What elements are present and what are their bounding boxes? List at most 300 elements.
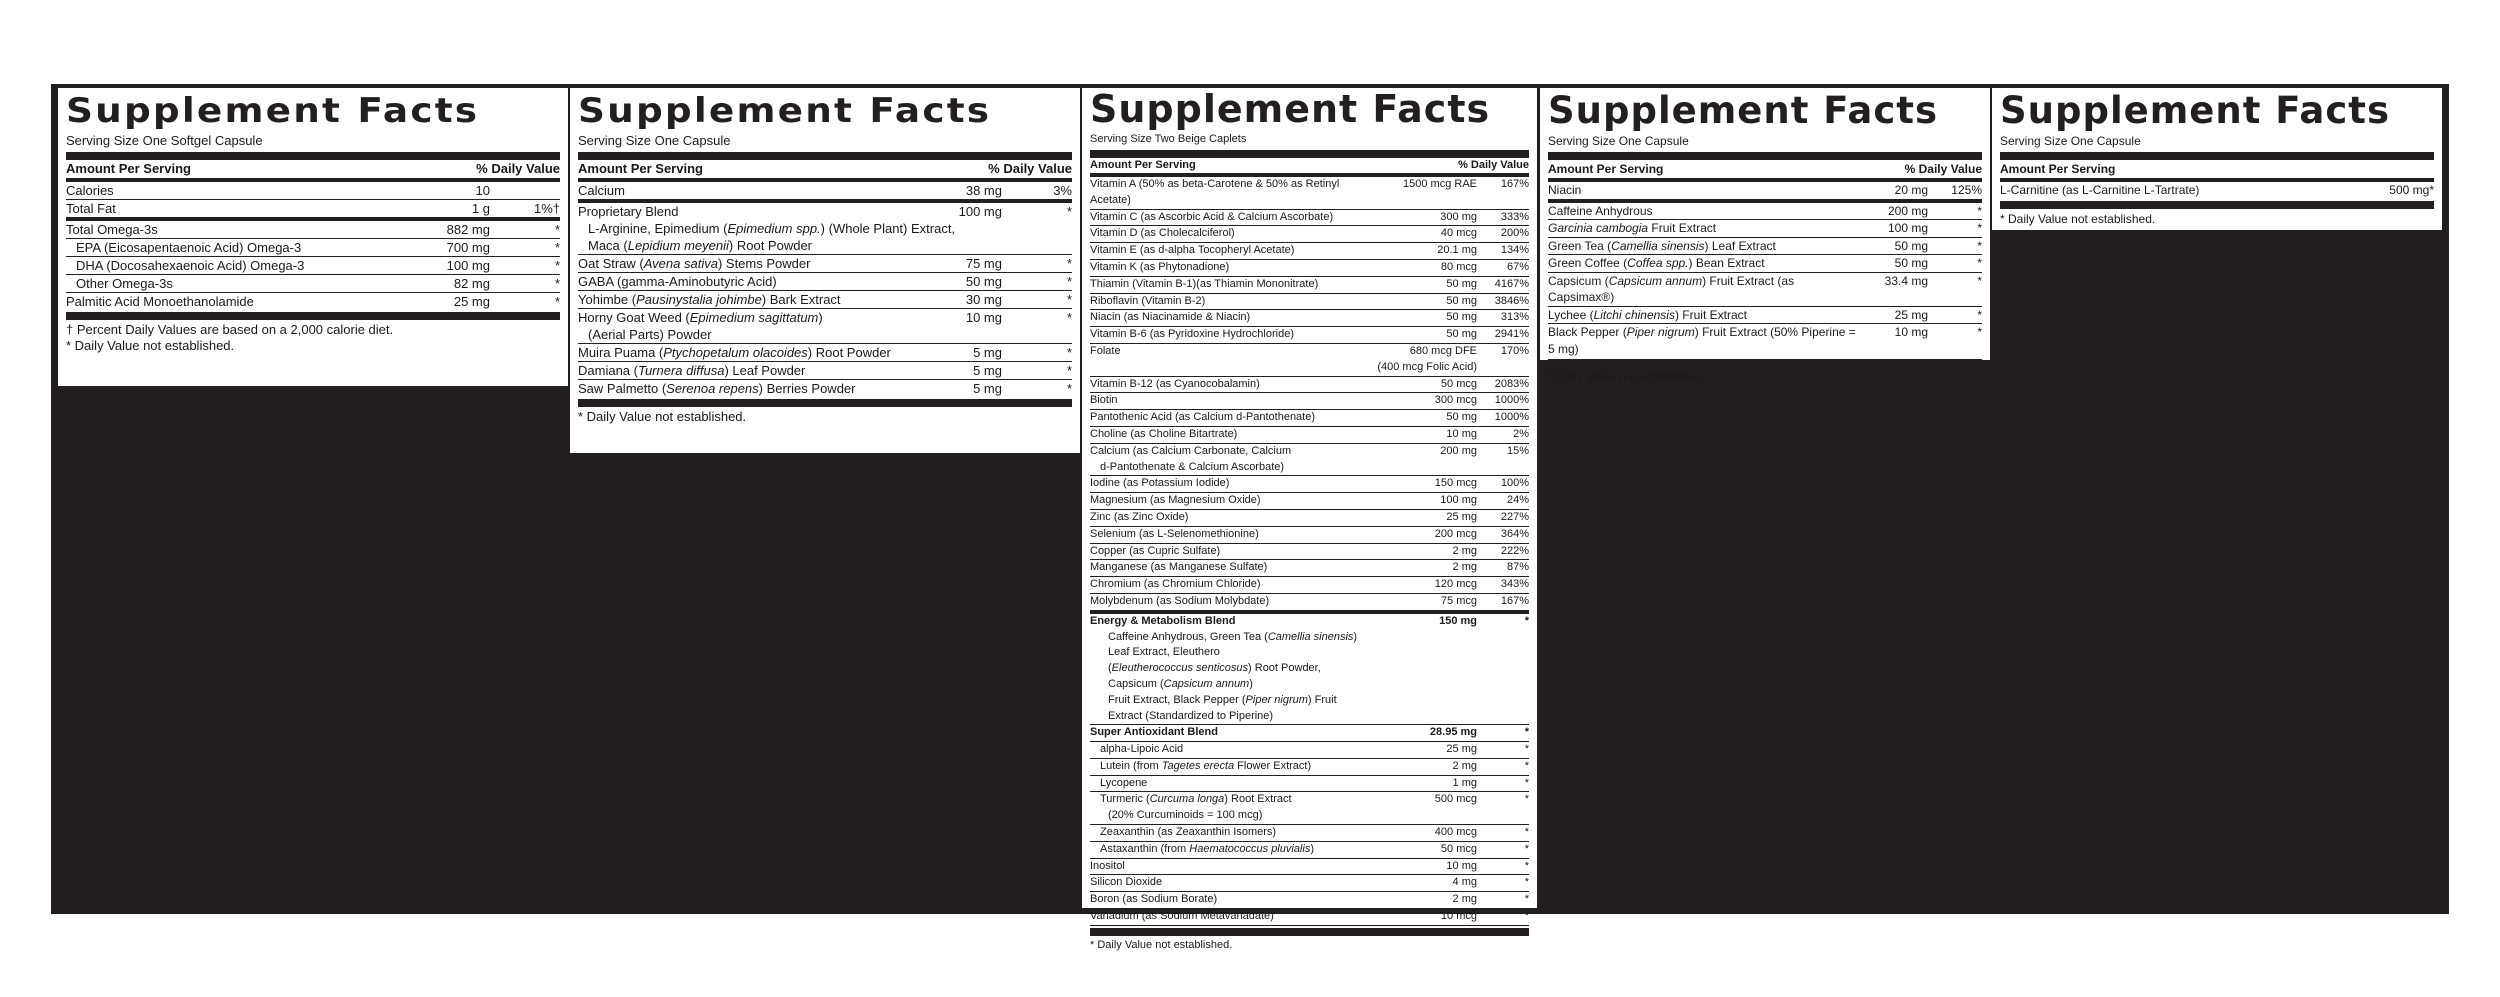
row-dv: * [1066,363,1072,378]
row-amount: 100 mg [1440,494,1477,507]
row-name: Pantothenic Acid (as Calcium d-Pantothenate) [1090,411,1316,424]
row-amount: 400 mcg [1434,826,1477,839]
row-name: Zeaxanthin (as Zeaxanthin Isomers) [1100,826,1277,839]
table-row [1090,808,1529,825]
divider [1548,359,1982,367]
row-name: Vitamin B-12 (as Cyanocobalamin) [1090,377,1260,390]
row-name: Manganese (as Manganese Sulfate) [1090,561,1268,574]
table-header [578,160,1072,178]
row-name: Vitamin E (as d-alpha Tocopheryl Acetate) [1090,244,1295,257]
row-dv: 1%† [533,201,560,216]
row-amount: 50 mg [1446,328,1477,341]
table-header [2000,160,2434,178]
row-name: DHA (Docosahexaenoic Acid) Omega-3 [76,258,305,273]
row-dv: * [1524,842,1529,855]
table-row [578,255,1072,273]
row-dv: * [1066,256,1072,271]
row-dv: * [554,294,560,309]
row-amount: 5 mg [973,345,1002,360]
row-name: Biotin [1090,394,1118,407]
header-amount: Amount Per Serving [1548,162,1664,176]
table-row [1090,410,1529,427]
row-name: (20% Curcuminoids = 100 mcg) [1108,809,1263,822]
row-dv [1477,360,1529,376]
row-dv: * [554,222,560,237]
row-name: Lutein (from Tagetes erecta Flower Extract) [1100,759,1312,772]
row-dv: 87% [1506,561,1529,574]
panel-title: Supplement Facts [578,91,992,131]
supplement-facts-panel-3 [1082,87,1537,951]
row-amount: 2 mg [1452,759,1477,772]
supplement-facts-panel-1 [58,88,568,386]
row-name: Green Tea (Camellia sinensis) Leaf Extract [1548,238,1776,253]
table-row [1090,759,1529,776]
row-amount: 500 mg* [2389,183,2434,197]
table-header [66,160,560,178]
divider [66,152,560,160]
header-amount: Amount Per Serving [578,161,703,176]
row-name: Niacin (as Niacinamide & Niacin) [1090,311,1251,324]
row-dv: 167% [1500,594,1529,607]
divider [1090,150,1529,158]
row-amount: 75 mg [965,256,1002,271]
row-amount: 200 mg [1440,444,1477,457]
header-dv: % Daily Value [1904,162,1982,176]
row-amount [1367,661,1477,693]
row-amount: (400 mcg Folic Acid) [1377,360,1477,373]
row-dv: * [1524,759,1529,772]
table-row [66,239,560,257]
row-dv: * [1066,381,1072,396]
row-name: L-Carnitine (as L-Carnitine L-Tartrate) [2000,183,2200,197]
row-dv: * [1977,307,1982,322]
serving-size: Serving Size One Softgel Capsule [66,133,263,148]
table-row [1090,825,1529,842]
row-dv: * [1066,345,1072,360]
row-dv: 2083% [1494,377,1529,390]
row-dv: * [1066,204,1072,219]
row-amount: 882 mg [446,222,490,237]
table-row [1090,444,1529,460]
row-amount: 150 mg [1439,614,1477,627]
row-name: Black Pepper (Piper nigrum) Fruit Extract (50% Piperine = 5 mg) [1548,325,1856,356]
table-row [1090,310,1529,327]
row-name: Calcium (as Calcium Carbonate, Calcium [1090,444,1292,457]
row-name: Vitamin C (as Ascorbic Acid & Calcium Ascorbate) [1090,210,1334,223]
footnote: * Daily Value not established. [66,338,235,353]
row-name: Green Coffee (Coffea spp.) Bean Extract [1548,256,1765,270]
row-amount: 50 mg [1446,294,1477,307]
row-dv: * [1524,876,1529,889]
table-row [1090,875,1529,892]
table-row [1090,260,1529,277]
row-dv: 222% [1500,544,1529,557]
table-row [1090,344,1529,360]
row-dv: 3% [1053,183,1072,198]
table-row [578,309,1072,326]
footnote: * Daily Value not established. [578,409,747,424]
panel-title: Supplement Facts [2000,89,2391,132]
row-dv [1477,460,1529,476]
row-name: EPA (Eicosapentaenoic Acid) Omega-3 [76,240,302,255]
serving-size: Serving Size Two Beige Caplets [1090,133,1247,145]
row-amount: 50 mcg [1440,377,1477,390]
row-amount: 20.1 mg [1437,244,1477,257]
table-row [578,291,1072,309]
row-amount: 680 mcg DFE [1409,344,1477,357]
row-name: Choline (as Choline Bitartrate) [1090,427,1238,440]
table-row [1548,307,1982,325]
row-amount: 25 mg [1446,743,1477,756]
row-name: Total Omega-3s [66,222,158,237]
row-name: Inositol [1090,859,1125,872]
divider [1548,152,1982,160]
table-row [1090,661,1529,693]
row-amount: 40 mcg [1440,227,1477,240]
header-dv: % Daily Value [1458,159,1529,171]
row-name: Muira Puama (Ptychopetalum olacoides) Root Powder [578,345,891,360]
row-name: Vitamin A (50% as beta-Carotene & 50% as Retinyl Acetate) [1090,178,1340,206]
table-row [1090,377,1529,394]
row-amount: 2 mg [1452,561,1477,574]
panel-title: Supplement Facts [1548,89,1939,132]
row-name: Calories [66,183,114,198]
row-dv: 313% [1500,311,1529,324]
table-row [1090,725,1529,742]
table-row [1090,210,1529,227]
row-dv [1477,808,1529,824]
row-dv: * [554,276,560,291]
row-name: Astaxanthin (from Haematococcus pluvialis) [1100,842,1314,855]
table-row [1090,630,1529,662]
row-name: Fruit Extract, Black Pepper (Piper nigrum) Fruit Extract (Standardized to Piperine) [1108,693,1337,722]
row-dv: * [1524,776,1529,789]
row-dv: * [1524,859,1529,872]
table-row [2000,182,2434,199]
row-dv [1477,630,1529,662]
header-dv: % Daily Value [476,161,560,176]
row-dv: 227% [1500,510,1529,523]
table-row [1090,594,1529,614]
row-dv [1477,661,1529,693]
table-row [578,326,1072,344]
table-row [66,257,560,275]
row-dv: * [1977,273,1982,288]
table-row [1090,226,1529,243]
row-dv: 1000% [1494,394,1529,407]
row-name: Vitamin K (as Phytonadione) [1090,260,1230,273]
row-amount: 50 mg [1894,256,1928,270]
row-name: GABA (gamma-Aminobutyric Acid) [578,274,777,289]
table-row [1090,277,1529,294]
table-row [1090,527,1529,544]
row-dv: 100% [1500,477,1529,490]
row-dv: * [1977,325,1982,339]
row-amount: 82 mg [453,276,490,291]
header-amount: Amount Per Serving [2000,162,2116,176]
row-dv: 333% [1500,210,1529,223]
row-name: Proprietary Blend [578,204,679,219]
row-amount: 300 mcg [1434,394,1477,407]
header-amount: Amount Per Serving [1090,159,1196,171]
row-amount: 10 mg [1446,427,1477,440]
table-row [1548,220,1982,238]
row-amount: 10 mg [1446,859,1477,872]
row-amount [1367,630,1477,662]
table-row [1090,842,1529,859]
table-row [1090,493,1529,510]
divider [578,399,1072,407]
row-name: Maca (Lepidium meyenii) Root Powder [588,238,812,253]
divider [66,312,560,320]
table-row [578,237,1072,255]
row-amount [1367,460,1477,476]
row-dv: 170% [1500,344,1529,357]
divider [578,152,1072,160]
table-row [1090,577,1529,594]
row-dv: * [554,240,560,255]
table-row [578,380,1072,397]
serving-size: Serving Size One Capsule [1548,134,1689,148]
row-name: Riboflavin (Vitamin B-2) [1090,294,1206,307]
row-amount: 700 mg [446,240,490,255]
divider [2000,152,2434,160]
row-dv: * [1524,614,1529,627]
header-dv: % Daily Value [988,161,1072,176]
row-dv [1477,693,1529,725]
row-name: L-Arginine, Epimedium (Epimedium spp.) (Whole Plant) Extract, [588,221,956,236]
table-row [1090,792,1529,808]
row-name: Yohimbe (Pausinystalia johimbe) Bark Extract [578,292,841,307]
row-name: Chromium (as Chromium Chloride) [1090,578,1261,591]
row-name: Palmitic Acid Monoethanolamide [66,294,254,309]
divider [1090,928,1529,936]
row-amount: 50 mg [965,274,1002,289]
table-row [1090,859,1529,876]
row-dv: 364% [1500,527,1529,540]
row-name: alpha-Lipoic Acid [1100,743,1184,756]
table-row [1090,460,1529,477]
row-amount: 38 mg [965,183,1002,198]
table-row [1548,324,1982,357]
row-dv: * [1977,203,1982,218]
row-amount: 80 mcg [1440,260,1477,273]
row-name: Other Omega-3s [76,276,173,291]
table-row [1548,203,1982,221]
table-row [578,182,1072,203]
row-amount: 120 mcg [1434,578,1477,591]
row-dv: * [1524,793,1529,806]
table-row [1548,182,1982,203]
table-row [66,221,560,239]
row-name: Total Fat [66,201,116,216]
table-row [1090,177,1529,210]
row-dv: * [1066,274,1072,289]
row-amount: 200 mg [1887,203,1928,218]
serving-size: Serving Size One Capsule [578,133,731,148]
row-amount: 10 mcg [1440,910,1477,923]
row-amount: 25 mg [1446,510,1477,523]
table-row [1090,327,1529,344]
row-dv: 1000% [1494,411,1529,424]
row-name: Lycopene [1100,776,1148,789]
row-name: Capsicum (Capsicum annum) Fruit Extract (as Capsimax®) [1548,273,1795,304]
row-amount: 20 mg [1894,183,1928,197]
table-row [1090,243,1529,260]
table-row [1090,393,1529,410]
table-row [578,273,1072,291]
row-name: Niacin [1548,183,1582,197]
table-row [578,220,1072,237]
row-name: Damiana (Turnera diffusa) Leaf Powder [578,363,806,378]
row-amount: 50 mg [1446,277,1477,290]
row-amount: 1500 mcg RAE [1403,178,1477,190]
table-row [66,200,560,221]
row-amount: 100 mg [446,258,490,273]
row-dv: * [1977,238,1982,253]
row-name: Magnesium (as Magnesium Oxide) [1090,494,1261,507]
row-amount: 28.95 mg [1429,726,1477,739]
row-amount: 2 mg [1452,544,1477,557]
row-dv: 200% [1500,227,1529,240]
table-row [1548,255,1982,273]
row-name: Folate [1090,344,1121,357]
row-amount: 4 mg [1452,876,1477,889]
row-name: Zinc (as Zinc Oxide) [1090,510,1189,523]
row-name: Super Antioxidant Blend [1090,726,1218,739]
row-name [1090,360,1277,376]
row-name: Lychee (Litchi chinensis) Fruit Extract [1548,307,1747,322]
row-amount: 33.4 mg [1884,273,1928,288]
row-dv: * [1977,256,1982,270]
row-name: Iodine (as Potassium Iodide) [1090,477,1230,490]
row-name: Caffeine Anhydrous [1548,203,1653,218]
row-dv: 134% [1500,244,1529,257]
header-amount: Amount Per Serving [66,161,191,176]
row-dv [490,182,560,199]
table-row [578,203,1072,220]
footnote: * Daily Value not established. [2000,211,2156,226]
row-amount [1367,808,1477,824]
table-row [1090,892,1529,909]
table-row [1548,238,1982,256]
row-name: Turmeric (Curcuma longa) Root Extract [1100,793,1292,806]
row-dv: 343% [1500,578,1529,591]
row-dv: 15% [1506,444,1529,457]
row-name: (Eleutherococcus senticosus) Root Powder, Capsicum (Capsicum annum) [1108,662,1321,690]
table-row [578,344,1072,362]
row-amount: 30 mg [965,292,1002,307]
table-row [1090,693,1529,726]
panel-title: Supplement Facts [1090,87,1491,131]
row-name: Caffeine Anhydrous, Green Tea (Camellia sinensis) Leaf Extract, Eleuthero [1108,630,1358,659]
row-name: Thiamin (Vitamin B-1)(as Thiamin Mononitrate) [1090,277,1319,290]
row-dv: 4167% [1494,277,1529,290]
row-dv: * [1977,221,1982,235]
row-name: d-Pantothenate & Calcium Ascorbate) [1100,460,1285,473]
row-dv: 24% [1506,494,1529,507]
footnote: * Daily Value not established. [1548,370,1704,384]
table-row [1548,273,1982,307]
table-row [1090,427,1529,444]
row-amount: 100 mg [1887,221,1928,235]
row-name: Saw Palmetto (Serenoa repens) Berries Powder [578,381,856,396]
table-row [1090,909,1529,926]
table-row [1090,560,1529,577]
row-amount: 1 mg [1452,776,1477,789]
footnote: † Percent Daily Values are based on a 2,000 calorie diet. [66,322,394,337]
row-name: Horny Goat Weed (Epimedium sagittatum) [578,310,823,325]
supplement-facts-panel-2 [570,88,1080,453]
row-name: Molybdenum (as Sodium Molybdate) [1090,594,1270,607]
table-row [1090,742,1529,759]
serving-size: Serving Size One Capsule [2000,134,2141,148]
table-row [578,362,1072,380]
supplement-facts-panel-4 [1540,88,1990,384]
supplement-facts-panel-5 [1992,88,2442,230]
row-dv: 67% [1506,260,1529,273]
table-row [1090,544,1529,561]
table-row [1090,614,1529,630]
table-header [1548,160,1982,178]
row-dv: * [1524,726,1529,739]
table-row [66,182,560,200]
row-dv: * [1524,910,1529,923]
row-amount: 500 mcg [1434,793,1477,806]
row-name: Silicon Dioxide [1090,876,1163,889]
row-name: Boron (as Sodium Borate) [1090,893,1218,906]
row-name: Calcium [578,183,625,198]
table-row [1090,776,1529,793]
row-name: Oat Straw (Avena sativa) Stems Powder [578,256,811,271]
row-dv: * [1524,826,1529,839]
row-name: Vitamin D (as Cholecalciferol) [1090,227,1235,240]
row-dv: 2% [1513,427,1529,440]
row-amount: 25 mg [453,294,490,309]
row-amount: 150 mcg [1434,477,1477,490]
row-amount: 50 mg [1446,411,1477,424]
divider [2000,201,2434,209]
row-name: Selenium (as L-Selenomethionine) [1090,527,1259,540]
row-dv: * [1524,743,1529,756]
row-name: Vitamin B-6 (as Pyridoxine Hydrochloride) [1090,328,1294,341]
table-row [1090,294,1529,311]
row-amount: 5 mg [973,381,1002,396]
row-amount: 50 mg [1446,311,1477,324]
row-amount: 50 mcg [1440,842,1477,855]
row-name: Energy & Metabolism Blend [1090,614,1236,627]
row-dv: 3846% [1494,294,1529,307]
table-row [66,293,560,310]
row-amount: 5 mg [973,363,1002,378]
row-amount: 50 mg [1894,238,1928,253]
row-amount: 300 mg [1440,210,1477,223]
table-row [66,275,560,293]
row-dv: 167% [1500,178,1529,190]
row-dv: 2941% [1494,328,1529,341]
row-name: (Aerial Parts) Powder [588,327,712,342]
row-dv: * [1066,310,1072,325]
footnote: * Daily Value not established. [1090,938,1233,951]
row-dv: * [1524,893,1529,906]
row-amount: 10 mg [1894,325,1928,339]
row-amount: 200 mcg [1434,527,1477,540]
row-amount: 75 mcg [1440,594,1477,607]
panel-title: Supplement Facts [66,91,480,131]
row-amount: 100 mg [958,204,1002,219]
row-amount [1367,693,1477,725]
row-amount: 10 [475,183,490,198]
